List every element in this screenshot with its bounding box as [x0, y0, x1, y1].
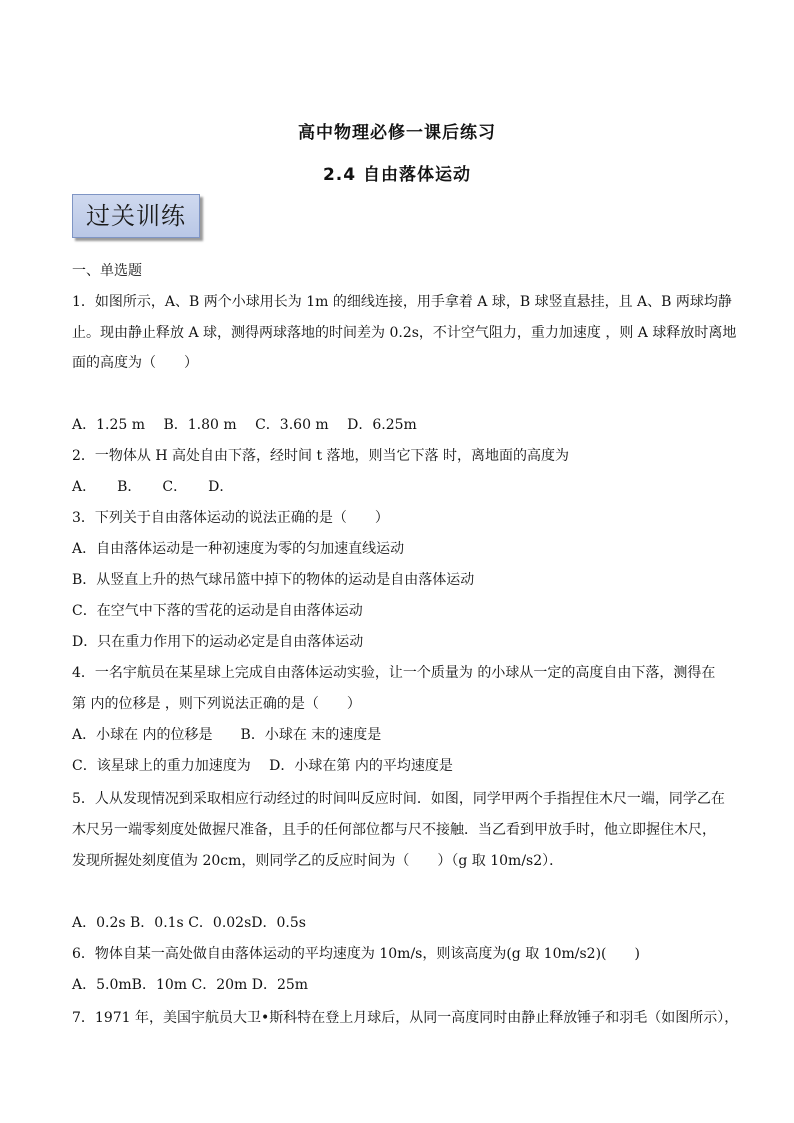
question-4-line-2: 第 内的位移是 ，则下列说法正确的是（ ）: [72, 696, 361, 712]
question-6-stem: 6．物体自某一高处做自由落体运动的平均速度为 10m/s，则该高度为(g 取 10m/s2)( ): [72, 946, 640, 962]
question-5-line-3: 发现所握处刻度值为 20cm，则同学乙的反应时间为（ ）（g 取 10m/s2）．: [72, 853, 564, 869]
question-5-line-2: 木尺另一端零刻度处做握尺准备，且手的任何部位都与尺不接触．当乙看到甲放手时，他立即握住木尺，: [72, 822, 716, 838]
question-1-line-1: 1．如图所示，A、B 两个小球用长为 1m 的细线连接，用手拿着 A 球，B 球竖直悬挂，且 A、B 两球均静: [72, 294, 732, 310]
question-1-line-2: 止。现由静止释放 A 球，测得两球落地的时间差为 0.2s，不计空气阻力，重力加速度 ，则 A 球释放时离地: [72, 325, 737, 341]
question-3-option-c: C．在空气中下落的雪花的运动是自由落体运动: [72, 603, 363, 619]
question-3-option-b: B．从竖直上升的热气球吊篮中掉下的物体的运动是自由落体运动: [72, 572, 475, 588]
section-badge: [72, 194, 200, 238]
question-5-line-1: 5．人从发现情况到采取相应行动经过的时间叫反应时间．如图，同学甲两个手指捏住木尺一端，同学乙在: [72, 791, 725, 807]
question-6-options: A．5.0mB．10m C．20m D．25m: [72, 977, 309, 993]
question-3-stem: 3．下列关于自由落体运动的说法正确的是（ ）: [72, 510, 389, 526]
question-1-options: A．1.25 m B．1.80 m C．3.60 m D．6.25m: [72, 417, 417, 433]
question-3-option-a: A．自由落体运动是一种初速度为零的匀加速直线运动: [72, 541, 405, 557]
question-2-options: A． B． C． D．: [72, 479, 234, 495]
document-title: 高中物理必修一课后练习: [298, 123, 496, 143]
section-heading: 一、单选题: [72, 263, 142, 279]
section-badge-label: 过关训练: [86, 202, 186, 230]
question-1-line-3: 面的高度为（ ）: [72, 355, 198, 371]
question-4-options-cd: C．该星球上的重力加速度为 D．小球在第 内的平均速度是: [72, 758, 453, 774]
lesson-subtitle: 2.4 自由落体运动: [322, 165, 472, 185]
question-3-option-d: D．只在重力作用下的运动必定是自由落体运动: [72, 634, 364, 650]
question-4-line-1: 4．一名宇航员在某星球上完成自由落体运动实验，让一个质量为 的小球从一定的高度自由下落，测得在: [72, 665, 716, 681]
question-7-stem: 7．1971 年，美国宇航员大卫•斯科特在登上月球后，从同一高度同时由静止释放锤子和羽毛（如图所示），: [72, 1010, 739, 1026]
question-5-options: A．0.2s B．0.1s C．0.02sD．0.5s: [72, 915, 306, 931]
question-2-stem: 2．一物体从 H 高处自由下落，经时间 t 落地，则当它下落 时，离地面的高度为: [72, 448, 569, 464]
question-4-options-ab: A．小球在 内的位移是 B．小球在 末的速度是: [72, 727, 382, 743]
